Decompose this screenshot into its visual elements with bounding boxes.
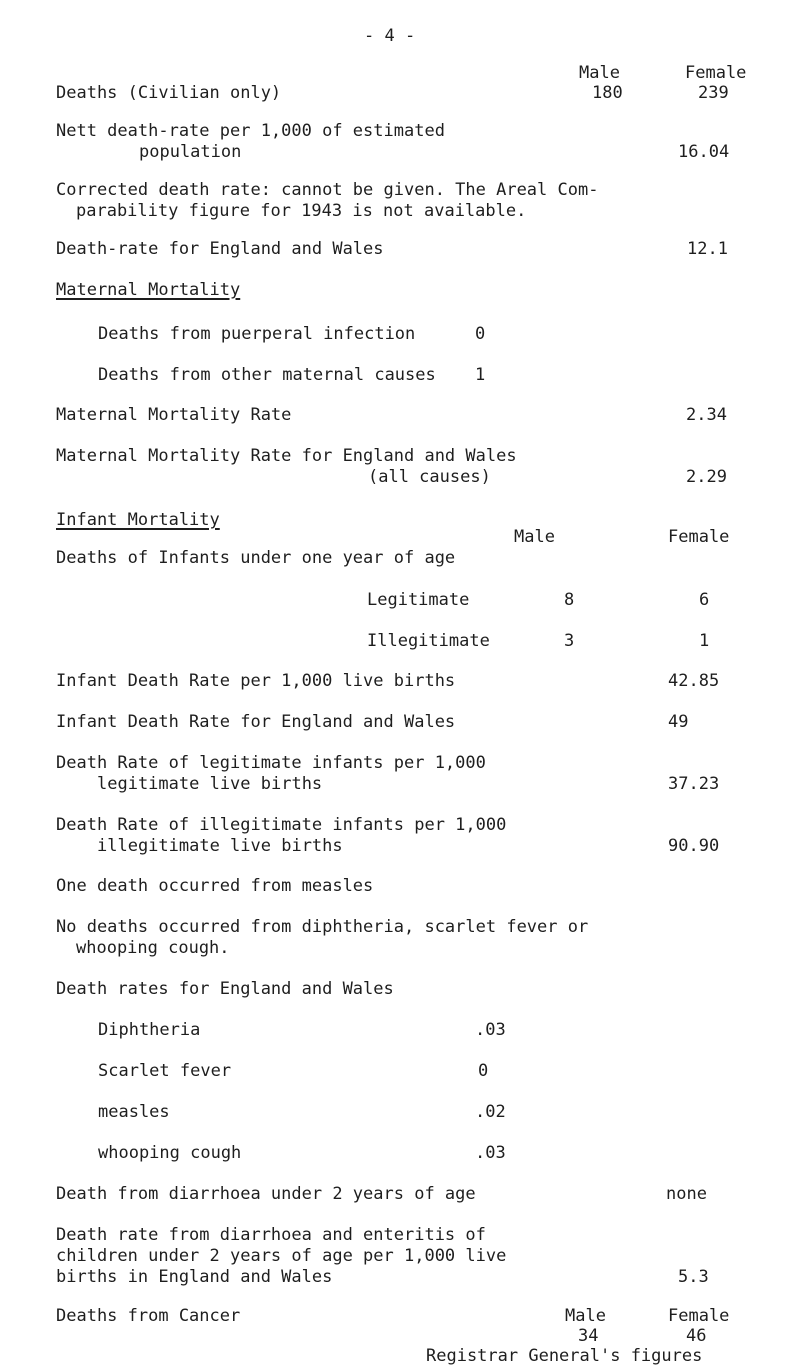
puerperal-value: 0 — [475, 324, 486, 344]
diarrhoea-rate-line3: births in England and Wales — [56, 1267, 333, 1287]
female-header: Female — [685, 63, 747, 83]
maternal-heading: Maternal Mortality — [56, 280, 241, 300]
puerperal-label: Deaths from puerperal infection — [98, 324, 416, 344]
illegitimate-label: Illegitimate — [367, 631, 490, 651]
diarrhoea-label: Death from diarrhoea under 2 years of age — [56, 1184, 476, 1204]
infant-rate-label: Infant Death Rate per 1,000 live births — [56, 671, 456, 691]
infant-heading: Infant Mortality — [56, 510, 220, 530]
infant-female-header: Female — [668, 527, 730, 547]
maternal-ew-value: 2.29 — [686, 467, 727, 487]
page-number: - 4 - — [364, 26, 416, 46]
ew-rate-value: .03 — [475, 1020, 506, 1040]
illegit-rate-line1: Death Rate of illegitimate infants per 1,000 — [56, 815, 507, 835]
legit-rate-line2: legitimate live births — [97, 774, 323, 794]
cancer-label: Deaths from Cancer — [56, 1306, 241, 1326]
legit-rate-line1: Death Rate of legitimate infants per 1,000 — [56, 753, 486, 773]
legitimate-label: Legitimate — [367, 590, 470, 610]
diarrhoea-rate-value: 5.3 — [678, 1267, 709, 1287]
ew-rate-value: .02 — [475, 1102, 506, 1122]
cancer-female: 46 — [686, 1326, 707, 1346]
maternal-rate-value: 2.34 — [686, 405, 727, 425]
no-deaths-note-line2: whooping cough. — [76, 938, 230, 958]
legitimate-male: 8 — [564, 590, 575, 610]
other-maternal-value: 1 — [475, 365, 486, 385]
maternal-ew-line2: (all causes) — [368, 467, 491, 487]
diarrhoea-value: none — [666, 1184, 707, 1204]
ew-death-rate-label: Death-rate for England and Wales — [56, 239, 384, 259]
maternal-ew-line1: Maternal Mortality Rate for England and Wales — [56, 446, 517, 466]
ew-rate-value: 0 — [478, 1061, 489, 1081]
illegit-rate-value: 90.90 — [668, 836, 720, 856]
cancer-female-header: Female — [668, 1306, 730, 1326]
ew-rate-label: measles — [98, 1102, 170, 1122]
corrected-death-rate-line1: Corrected death rate: cannot be given. The Areal Com- — [56, 180, 599, 200]
male-header: Male — [579, 63, 620, 83]
deaths-civilian-label: Deaths (Civilian only) — [56, 83, 282, 103]
ew-rate-label: Diphtheria — [98, 1020, 201, 1040]
legitimate-female: 6 — [699, 590, 710, 610]
cancer-male-header: Male — [565, 1306, 606, 1326]
illegit-rate-line2: illegitimate live births — [97, 836, 343, 856]
cancer-source: Registrar General's figures — [426, 1346, 703, 1366]
ew-rate-label: Scarlet fever — [98, 1061, 232, 1081]
measles-note: One death occurred from measles — [56, 876, 374, 896]
illegitimate-female: 1 — [699, 631, 710, 651]
ew-rates-heading: Death rates for England and Wales — [56, 979, 394, 999]
no-deaths-note-line1: No deaths occurred from diphtheria, scarlet fever or — [56, 917, 589, 937]
nett-death-rate-line1: Nett death-rate per 1,000 of estimated — [56, 121, 445, 141]
ew-rate-value: .03 — [475, 1143, 506, 1163]
nett-death-rate-value: 16.04 — [678, 142, 730, 162]
infant-rate-value: 42.85 — [668, 671, 720, 691]
deaths-civilian-male: 180 — [592, 83, 623, 103]
ew-death-rate-value: 12.1 — [687, 239, 728, 259]
infant-ew-value: 49 — [668, 712, 689, 732]
diarrhoea-rate-line2: children under 2 years of age per 1,000 live — [56, 1246, 507, 1266]
cancer-male: 34 — [578, 1326, 599, 1346]
maternal-rate-label: Maternal Mortality Rate — [56, 405, 292, 425]
infant-male-header: Male — [514, 527, 555, 547]
infant-ew-label: Infant Death Rate for England and Wales — [56, 712, 456, 732]
other-maternal-label: Deaths from other maternal causes — [98, 365, 436, 385]
infants-under-one-label: Deaths of Infants under one year of age — [56, 548, 456, 568]
diarrhoea-rate-line1: Death rate from diarrhoea and enteritis of — [56, 1225, 486, 1245]
corrected-death-rate-line2: parability figure for 1943 is not available. — [76, 201, 527, 221]
legit-rate-value: 37.23 — [668, 774, 720, 794]
nett-death-rate-line2: population — [139, 142, 242, 162]
deaths-civilian-female: 239 — [698, 83, 729, 103]
ew-rate-label: whooping cough — [98, 1143, 242, 1163]
illegitimate-male: 3 — [564, 631, 575, 651]
